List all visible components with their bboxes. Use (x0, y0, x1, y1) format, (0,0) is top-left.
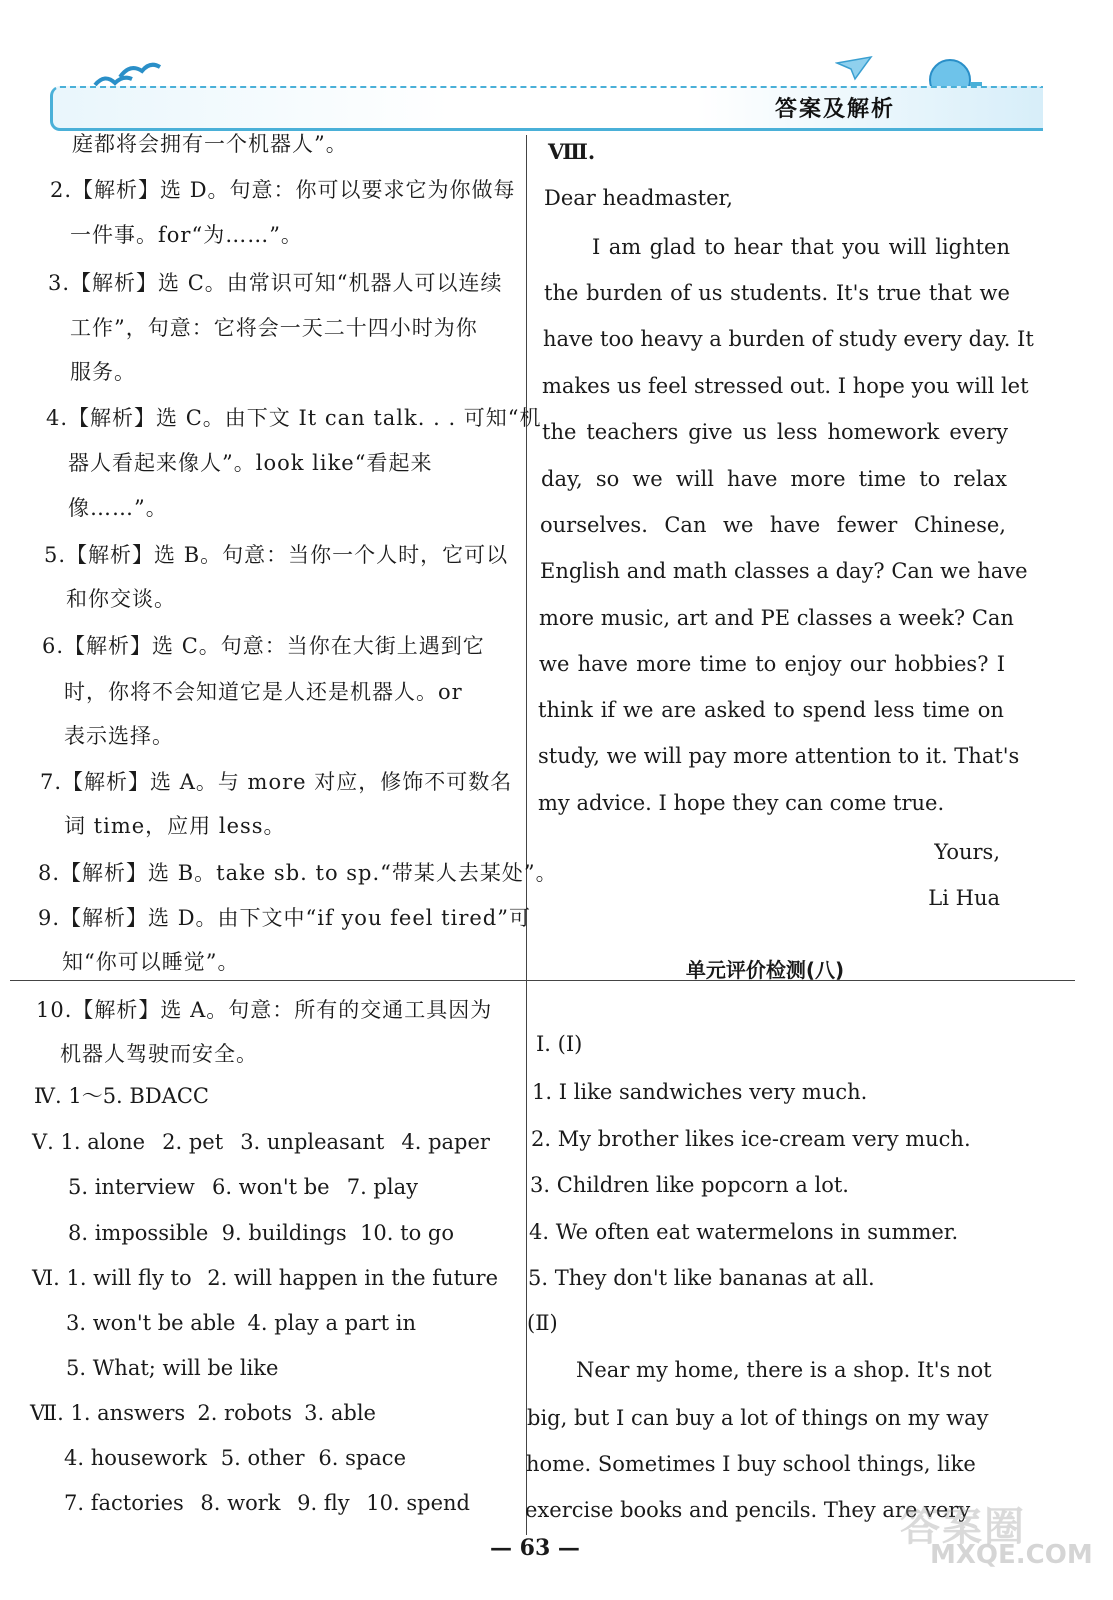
word: glad (649, 235, 696, 259)
answer-line: 6.【解析】选 C。句意：当你在大街上遇到它 (42, 634, 485, 658)
word: am (608, 235, 642, 259)
answer-item: 9. fly (297, 1491, 350, 1515)
word: I (592, 235, 601, 259)
answer-line: 服务。 (70, 360, 136, 384)
answer-item: 9. buildings (221, 1221, 347, 1245)
watermark-logo: 答案圈 (900, 1504, 1026, 1550)
word: enjoy (784, 652, 842, 676)
letter-line (592, 233, 1010, 261)
letter-closing: Yours, (934, 840, 1000, 864)
answer-item: 10. spend (366, 1491, 470, 1515)
paper-plane-icon (835, 55, 875, 85)
answer-line: 5.【解析】选 B。句意：当你一个人时，它可以 (44, 543, 509, 567)
answer-line: 7.【解析】选 A。与 more 对应，修饰不可数名 (40, 770, 513, 794)
word: true (876, 281, 922, 305)
answer-line: Ⅰ. (Ⅰ) (536, 1032, 583, 1056)
word: we (623, 698, 654, 722)
answer-line (68, 1219, 454, 1247)
word: have (769, 513, 821, 537)
answer-line (66, 1309, 416, 1337)
letter-line: Dear headmaster, (544, 186, 733, 210)
answer-line (64, 1489, 470, 1517)
word: to (755, 652, 777, 676)
word: our (849, 652, 886, 676)
page-number: — 63 — (490, 1535, 580, 1561)
letter-line (541, 465, 1007, 493)
word: fewer (836, 513, 898, 537)
answer-item: 4. paper (401, 1130, 490, 1154)
word: us (742, 420, 767, 444)
answer-line: 2.【解析】选 D。句意：你可以要求它为你做每 (50, 178, 516, 202)
word: spend (802, 698, 867, 722)
word: that (928, 281, 972, 305)
word: us (698, 281, 723, 305)
word: time (699, 652, 747, 676)
answer-item: 6. space (318, 1446, 406, 1470)
answer-line (32, 1264, 498, 1292)
answer-item: 5. interview (68, 1175, 195, 1199)
answer-item: 7. play (346, 1175, 418, 1199)
letter-line: more music, art and PE classes a week? Can (539, 606, 1014, 630)
word: hear (733, 235, 783, 259)
answer-item: 7. factories (64, 1491, 184, 1515)
answer-line: 10.【解析】选 A。句意：所有的交通工具因为 (36, 998, 493, 1022)
letter-line (540, 511, 1006, 539)
word: Can (664, 513, 707, 537)
word: teachers (586, 420, 679, 444)
word: that (790, 235, 834, 259)
passage-line: Near my home, there is a shop. It's not (576, 1358, 992, 1382)
word: to (773, 698, 795, 722)
word: we (632, 467, 663, 491)
answer-line: 4.【解析】选 C。由下文 It can talk. . . 可知“机 (46, 406, 542, 430)
answer-line: 词 time，应用 less。 (64, 814, 286, 838)
word: day, (541, 467, 583, 491)
passage-line: big, but I can buy a lot of things on my way (527, 1406, 989, 1430)
answer-item: 8. work (200, 1491, 281, 1515)
answer-line: 5. What; will be like (66, 1356, 279, 1380)
header-title: 答案及解析 (774, 97, 895, 122)
answer-line: 时，你将不会知道它是人还是机器人。or (64, 680, 463, 704)
word: ourselves. (540, 513, 648, 537)
answer-line (64, 1444, 406, 1472)
answer-item: 6. won't be (211, 1175, 330, 1199)
answer-line: 2. My brother likes ice-cream very much. (531, 1127, 971, 1151)
word: the (544, 281, 579, 305)
answer-item: 4. housework (64, 1446, 207, 1470)
page-header (0, 0, 1113, 135)
word: on (977, 698, 1004, 722)
word: we (539, 652, 570, 676)
word: time (922, 698, 970, 722)
word: relax (953, 467, 1007, 491)
section-title: 单元评价检测(八) (685, 958, 845, 982)
word: to (919, 467, 941, 491)
word: Chinese, (913, 513, 1006, 537)
answer-item: Ⅵ. 1. will fly to (32, 1266, 192, 1290)
answer-line: 和你交谈。 (66, 587, 176, 611)
answer-item: 4. play a part in (247, 1311, 416, 1335)
answer-line (30, 1399, 376, 1427)
word: you (842, 235, 881, 259)
answer-line: 工作”，句意：它将会一天二十四小时为你 (70, 316, 478, 340)
answer-item: Ⅴ. 1. alone (32, 1130, 146, 1154)
word: of (670, 281, 691, 305)
letter-line: have too heavy a burden of study every day. It (543, 327, 1034, 351)
letter-line: English and math classes a day? Can we have (540, 559, 1028, 583)
answer-item: 2. pet (162, 1130, 224, 1154)
word: time (858, 467, 907, 491)
word: I (996, 652, 1005, 676)
answer-line: 表示选择。 (64, 724, 174, 748)
answer-line: 9.【解析】选 D。由下文中“if you feel tired”可 (38, 906, 531, 930)
answer-item: 2. will happen in the future (207, 1266, 498, 1290)
answer-line: (Ⅱ) (527, 1311, 558, 1335)
answer-line: 庭都将会拥有一个机器人”。 (72, 132, 348, 156)
word: we (722, 513, 754, 537)
letter-line: study, we will pay more attention to it. That's (538, 744, 1020, 768)
answer-item: 3. won't be able (66, 1311, 236, 1335)
letter-line (539, 650, 1005, 678)
word: think (538, 698, 593, 722)
word: are (661, 698, 697, 722)
answer-line (32, 1128, 490, 1156)
word: lighten (935, 235, 1010, 259)
word: more (790, 467, 846, 491)
answer-line: 机器人驾驶而安全。 (60, 1042, 258, 1066)
word: It's (835, 281, 870, 305)
letter-line: makes us feel stressed out. I hope you will let (542, 374, 1029, 398)
answer-line: 3. Children like popcorn a lot. (530, 1173, 849, 1197)
word: will (675, 467, 714, 491)
word: will (888, 235, 927, 259)
passage-line: home. Sometimes I buy school things, like (526, 1452, 976, 1476)
letter-line (538, 696, 1004, 724)
word: to (704, 235, 726, 259)
letter-line: my advice. I hope they can come true. (538, 791, 945, 815)
answer-item: Ⅶ. 1. answers (30, 1401, 186, 1425)
word: students. (730, 281, 829, 305)
word: asked (703, 698, 766, 722)
answer-line: 8.【解析】选 B。take sb. to sp.“带某人去某处”。 (38, 861, 558, 885)
answer-line: 4. We often eat watermelons in summer. (529, 1220, 959, 1244)
word: hobbies? (894, 652, 989, 676)
answer-line: 知“你可以睡觉”。 (62, 950, 240, 974)
passage-line: exercise books and pencils. They are very (525, 1498, 971, 1522)
word: burden (586, 281, 663, 305)
word: less (873, 698, 915, 722)
word: every (949, 420, 1008, 444)
word: we (979, 281, 1010, 305)
word: more (636, 652, 692, 676)
answer-item: 2. robots (197, 1401, 293, 1425)
word: the (542, 420, 577, 444)
answer-item: 8. impossible (68, 1221, 209, 1245)
word: if (600, 698, 616, 722)
answer-line: Ⅳ. 1～5. BDACC (34, 1084, 209, 1108)
answer-line: 5. They don't like bananas at all. (528, 1266, 875, 1290)
letter-line (542, 418, 1008, 446)
answer-line: 3.【解析】选 C。由常识可知“机器人可以连续 (48, 271, 503, 295)
section-number: Ⅷ. (548, 139, 596, 164)
word: homework (827, 420, 940, 444)
letter-line (544, 279, 1010, 307)
watermark-url: MXQE.COM (930, 1540, 1093, 1570)
word: have (577, 652, 628, 676)
answer-line: 1. I like sandwiches very much. (532, 1080, 868, 1104)
word: so (595, 467, 620, 491)
answer-item: 10. to go (360, 1221, 454, 1245)
word: give (688, 420, 733, 444)
answer-line: 器人看起来像人”。look like“看起来 (68, 451, 433, 475)
answer-line: 像……”。 (68, 496, 168, 520)
word: have (727, 467, 778, 491)
answer-item: 3. unpleasant (240, 1130, 385, 1154)
letter-signature: Li Hua (928, 886, 1000, 910)
answer-item: 5. other (220, 1446, 305, 1470)
word: less (776, 420, 818, 444)
answer-line (68, 1173, 418, 1201)
answer-item: 3. able (304, 1401, 376, 1425)
answer-line: 一件事。for“为……”。 (70, 223, 303, 247)
